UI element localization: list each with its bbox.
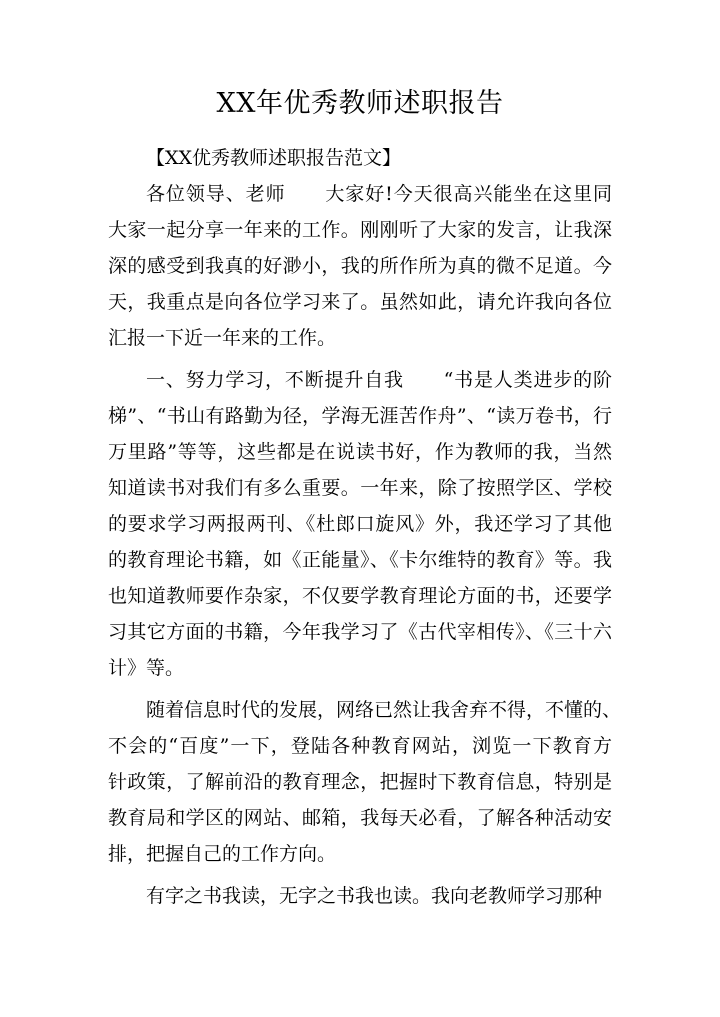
text-line: 随着信息时代的发展，网络已然让我舍弃不得，不懂的、: [146, 699, 622, 721]
text-line: 针政策，了解前沿的教育理念，把握时下教育信息，特别是: [108, 771, 612, 793]
text-line: 的教育理论书籍，如《正能量》、《卡尔维特的教育》等。我: [108, 549, 612, 571]
text-line: 各位领导、老师 大家好!今天很高兴能坐在这里同: [146, 183, 612, 205]
text-line: 也知道教师要作杂家，不仅要学教育理论方面的书，还要学: [108, 585, 612, 607]
text-line: 大家一起分享一年来的工作。刚刚听了大家的发言，让我深: [108, 219, 612, 241]
text-line: 排，把握自己的工作方向。: [108, 843, 337, 865]
text-line: 万里路”等等，这些都是在说读书好，作为教师的我，当然: [108, 441, 612, 463]
text-line: 的要求学习两报两刊、《杜郎口旋风》外，我还学习了其他: [108, 513, 612, 535]
text-line: 有字之书我读，无字之书我也读。我向老教师学习那种: [146, 885, 603, 907]
text-line: 知道读书对我们有多么重要。一年来，除了按照学区、学校: [108, 477, 612, 499]
text-line: 梯”、“书山有路勤为径，学海无涯苦作舟”、“读万卷书，行: [108, 405, 612, 427]
text-line: 习其它方面的书籍，今年我学习了《古代宰相传》、《三十六: [108, 621, 612, 643]
paragraph-learning: [108, 878, 612, 914]
document-body: [108, 140, 622, 920]
text-line: 深的感受到我真的好渺小，我的所作所为真的微不足道。今: [108, 255, 612, 277]
text-line: 计》等。: [108, 657, 185, 679]
text-line: 教育局和学区的网站、邮箱，我每天必看，了解各种活动安: [108, 807, 612, 829]
document-subtitle: 【XX优秀教师述职报告范文】: [146, 147, 402, 169]
paragraph-greeting: [108, 176, 612, 356]
text-line: 不会的“百度”一下，登陆各种教育网站，浏览一下教育方: [108, 735, 612, 757]
paragraph-internet: [108, 692, 622, 872]
page-title: XX年优秀教师述职报告: [216, 88, 504, 119]
text-line: 一、努力学习，不断提升自我 “书是人类进步的阶: [146, 369, 612, 391]
text-line: 天，我重点是向各位学习来了。虽然如此，请允许我向各位: [108, 291, 612, 313]
paragraph-study: [108, 362, 612, 686]
text-line: 汇报一下近一年来的工作。: [108, 327, 337, 349]
